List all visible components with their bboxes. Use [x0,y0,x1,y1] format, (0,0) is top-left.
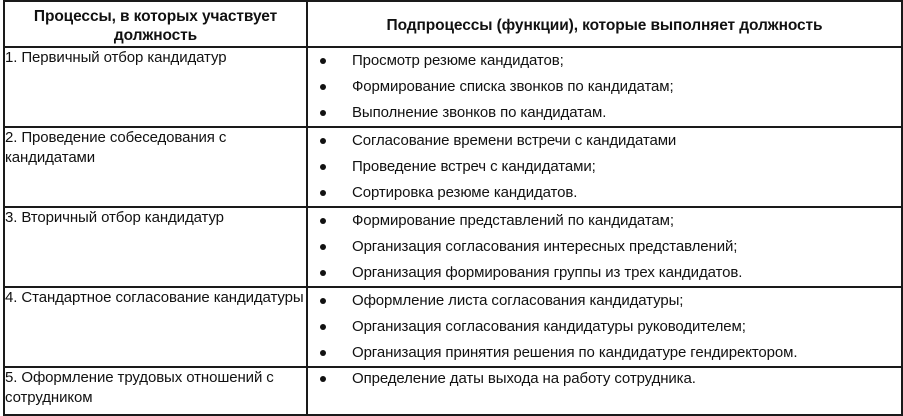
bullet-icon [320,324,326,330]
header-process [4,1,307,47]
header-subprocesses-label: Подпроцессы (функции), которые выполняет должность [386,17,823,34]
subprocess-text: Согласование времени встречи с кандидатами [352,132,677,149]
list-item [308,180,901,206]
list-item [308,368,901,390]
subprocess-list [308,208,901,286]
subprocess-cell [307,127,902,207]
subprocess-list [308,48,901,126]
list-item [308,208,901,234]
subprocess-text: Выполнение звонков по кандидатам. [352,104,607,121]
table-row [4,287,902,367]
bullet-icon [320,298,326,304]
bullet-icon [320,138,326,144]
header-subprocesses [307,1,902,47]
list-item [308,74,901,100]
subprocess-text: Определение даты выхода на работу сотрудника. [352,370,696,387]
process-cell: 4. Стандартное согласование кандидатуры [4,287,307,367]
subprocess-text: Формирование представлений по кандидатам; [352,212,674,229]
subprocess-list [308,288,901,366]
list-item [308,154,901,180]
list-item [308,100,901,126]
list-item [308,234,901,260]
bullet-icon [320,110,326,116]
list-item [308,48,901,74]
bullet-icon [320,376,326,382]
subprocess-text: Организация принятия решения по кандидатуре гендиректором. [352,344,798,361]
list-item [308,314,901,340]
table-row [4,367,902,415]
process-cell: 1. Первичный отбор кандидатур [4,47,307,127]
subprocess-cell [307,367,902,415]
subprocess-list [308,128,901,206]
subprocess-text: Просмотр резюме кандидатов; [352,52,564,69]
subprocess-text: Проведение встреч с кандидатами; [352,158,596,175]
list-item [308,288,901,314]
subprocess-text: Организация согласования кандидатуры руководителем; [352,318,746,335]
table-row [4,127,902,207]
subprocess-text: Сортировка резюме кандидатов. [352,184,578,201]
header-row [4,1,902,47]
process-cell: 2. Проведение собеседования с кандидатами [4,127,307,207]
subprocess-text: Организация формирования группы из трех кандидатов. [352,264,743,281]
processes-table [3,0,903,416]
subprocess-cell [307,207,902,287]
table-row [4,207,902,287]
process-cell: 3. Вторичный отбор кандидатур [4,207,307,287]
process-cell: 5. Оформление трудовых отношений с сотрудником [4,367,307,415]
subprocess-text: Формирование списка звонков по кандидатам; [352,78,674,95]
subprocess-list [308,368,901,390]
bullet-icon [320,164,326,170]
subprocess-cell [307,287,902,367]
header-process-label: Процессы, в которых участвует должность [33,8,278,44]
bullet-icon [320,244,326,250]
bullet-icon [320,270,326,276]
subprocess-cell [307,47,902,127]
list-item [308,128,901,154]
subprocess-text: Оформление листа согласования кандидатуры; [352,292,684,309]
list-item [308,340,901,366]
list-item [308,260,901,286]
bullet-icon [320,190,326,196]
bullet-icon [320,84,326,90]
bullet-icon [320,350,326,356]
subprocess-text: Организация согласования интересных представлений; [352,238,738,255]
bullet-icon [320,58,326,64]
bullet-icon [320,218,326,224]
table-row [4,47,902,127]
